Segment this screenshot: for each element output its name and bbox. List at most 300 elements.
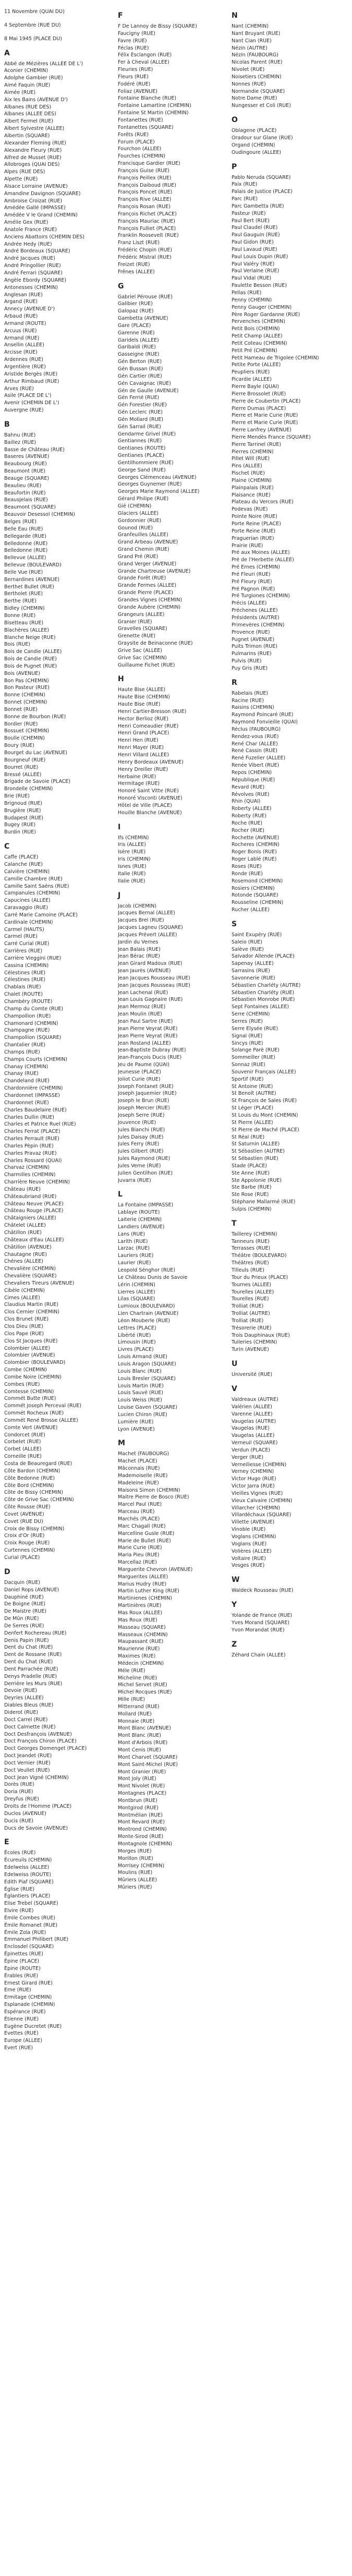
street-section <box>118 11 227 276</box>
street-entry: Combes (RUE) <box>4 1381 40 1387</box>
street-entry: Marcelline Gusle (RUE) <box>118 1530 175 1537</box>
street-entry: Georges Guynemer (RUE) <box>118 481 182 488</box>
street-entry: Arcisse (RUE) <box>4 349 38 356</box>
street-entry: Jacques Lagneu (SQUARE) <box>118 925 183 931</box>
street-entry: Doct Vernier (RUE) <box>4 1760 51 1766</box>
street-entry: F De Lannoy de Bissy (SQUARE) <box>118 23 197 29</box>
section-letter: Z <box>232 1640 237 1649</box>
street-entry: Côte de Grive Sac (CHEMIN) <box>4 1497 74 1503</box>
street-entry: Petit Pré (CHEMIN) <box>232 347 277 354</box>
street-entry: Beausjelais (RUE) <box>4 497 48 503</box>
street-entry: Charrière Neuve (CHEMIN) <box>4 1179 70 1186</box>
street-entry: Bisetteau (RUE) <box>4 620 44 626</box>
street-entry: Charles et Patrice Ruel (RUE) <box>4 1121 76 1128</box>
street-entry: Mont Nivolet (RUE) <box>118 1783 165 1789</box>
street-entry: Dreyfus (RUE) <box>4 1796 39 1803</box>
street-entry: Grande Fermes (ALLEE) <box>118 583 177 589</box>
street-entry: Iris (CHEMIN) <box>118 856 151 863</box>
section-letter: A <box>4 49 10 57</box>
street-entry: Léon Mouberle (RUE) <box>118 1317 171 1324</box>
street-entry: Clos St Jacques (RUE) <box>4 1338 58 1344</box>
street-entry: Pré Ernes (CHEMIN) <box>232 564 280 571</box>
street-entry: Château Neuve (PLACE) <box>4 1201 64 1207</box>
street-entry: Bossuet (CHEMIN) <box>4 728 50 734</box>
street-entry: Nonnes (RUE) <box>232 81 266 87</box>
street-entry: Michel Rocques (RUE) <box>118 1689 172 1696</box>
street-entry: Frédéric Chopin (RUE) <box>118 247 173 253</box>
street-entry: Masseau (SQUARE) <box>118 1624 166 1630</box>
street-entry: Voltaire (RUE) <box>232 1555 266 1562</box>
street-entry: Pierre Brossolet (RUE) <box>232 391 286 397</box>
street-entry: Montagnes (PLACE) <box>118 1791 167 1797</box>
street-entry: François Mauriac (RUE) <box>118 218 175 224</box>
street-entry: Jean Lachenal (RUE) <box>118 989 168 996</box>
street-entry: Ansellin (ALLEE) <box>4 342 44 348</box>
section-letter: W <box>232 1576 240 1585</box>
street-entry: Arbaud (RUE) <box>4 313 38 320</box>
street-entry: Nant Bruyant (RUE) <box>232 30 281 37</box>
street-entry: Voglans (RUE) <box>232 1541 267 1547</box>
street-entry: Jacques Prévert (ALLEE) <box>118 932 177 938</box>
street-entry: Côte Bardon (CHEMIN) <box>4 1468 60 1474</box>
street-entry: Louis Weiss (RUE) <box>118 1397 162 1404</box>
street-entry: Bonne de Bourbon (RUE) <box>4 713 66 720</box>
street-entry: Paul Valéry (RUE) <box>232 261 275 267</box>
street-entry: Rucher (ALLEE) <box>232 907 270 913</box>
street-entry: Trésorerie (RUE) <box>232 1325 272 1331</box>
section-letter: C <box>4 842 10 851</box>
street-entry: Sonnaz (RUE) <box>232 1062 265 1068</box>
street-entry: Basse de Château (RUE) <box>4 446 65 453</box>
street-entry: Oudingoure (ALLEE) <box>232 149 282 155</box>
street-entry: Joseph Jaquemier (RUE) <box>118 1091 177 1097</box>
street-entry: Grand Arbeau (AVENUE) <box>118 539 178 546</box>
street-entry: Louise Gaven (SQUARE) <box>118 1405 178 1411</box>
street-entry: Méle (RUE) <box>118 1667 145 1674</box>
street-entry: Jean Jacques Rousseau (RUE) <box>118 975 190 981</box>
street-entry: Prairie (RUE) <box>232 542 263 549</box>
street-entry: Église (RUE) <box>4 1886 35 1892</box>
street-entry: Jean Rostand (ALLEE) <box>118 1040 171 1046</box>
street-entry: Brignoud (RUE) <box>4 800 42 806</box>
street-entry: Salvador Allende (PLACE) <box>232 953 295 960</box>
street-entry: Bordier (RUE) <box>4 721 38 727</box>
street-entry: Gentilhommiere (RUE) <box>118 459 174 466</box>
street-entry: Charles Perrault (RUE) <box>4 1136 59 1142</box>
street-entry: Favre (RUE) <box>118 38 147 44</box>
street-entry: Beauge (SQUARE) <box>4 475 50 481</box>
street-entry: Combe Noire (CHEMIN) <box>4 1374 62 1380</box>
street-entry: Commét Rocheux (RUE) <box>4 1410 64 1417</box>
street-entry: Pierre Dumas (PLACE) <box>232 405 286 412</box>
street-entry: Henri Cartier-Bresson (RUE) <box>118 708 187 715</box>
street-entry: Jean-Baptiste Dubray (RUE) <box>118 1047 186 1054</box>
street-entry: René Fuzelier (ALLEE) <box>232 755 286 761</box>
street-entry: Vieilles Vignes (RUE) <box>232 1490 283 1496</box>
street-entry: Alsace Lorraine (AVENUE) <box>4 183 68 189</box>
street-entry: Camille Chambre (RUE) <box>4 876 63 882</box>
street-entry: François Richet (PLACE) <box>118 211 177 217</box>
street-entry: Aimée (RUE) <box>4 89 36 95</box>
street-entry: Érables (RUE) <box>4 1973 39 1979</box>
street-entry: Sapenay (ALLEE) <box>232 961 274 967</box>
street-entry: Lilas (SQUARE) <box>118 1296 155 1302</box>
street-entry: Mollard (RUE) <box>118 1711 152 1717</box>
street-entry: Cassina (CHEMIN) <box>4 962 49 969</box>
street-entry: Limousin (RUE) <box>118 1339 156 1346</box>
street-entry: Charles Rossard (QUAI) <box>4 1157 62 1164</box>
street-entry: Dent du Chat (RUE) <box>4 1659 53 1665</box>
street-entry: Libérté (RUE) <box>118 1332 151 1338</box>
street-entry: Côte de Bissy (CHEMIN) <box>4 1490 63 1496</box>
street-entry: Derrière les Murs (RUE) <box>4 1680 63 1687</box>
street-entry: Fontaine St Martin (CHEMIN) <box>118 110 189 116</box>
street-entry: Georges Marie Raymond (ALLEE) <box>118 489 200 495</box>
street-section <box>232 163 341 672</box>
street-entry: Chamonard (CHEMIN) <box>4 1020 58 1026</box>
street-entry: Juvarra (RUE) <box>118 1177 151 1183</box>
street-entry: Bonne (CHEMIN) <box>4 692 45 698</box>
street-entry: Amélie Gex (RUE) <box>4 220 48 226</box>
street-entry: Nungesser et Coli (RUE) <box>232 103 291 109</box>
street-entry: Trolliat (RUE) <box>232 1303 264 1310</box>
street-entry: Plainpalais (RUE) <box>232 485 274 491</box>
street-entry: Mademoiselle (RUE) <box>118 1472 168 1479</box>
street-entry: Bourgneuf (RUE) <box>4 757 46 763</box>
street-entry: Maitre Pierre de Bosco (RUE) <box>118 1494 189 1501</box>
street-entry: Rendez-vous (RUE) <box>232 733 279 740</box>
street-entry: De Mûn (RUE) <box>4 1616 39 1622</box>
street-entry: Deyries (ALLEE) <box>4 1695 44 1701</box>
street-entry: Fourchon (ALLEE) <box>118 146 162 152</box>
street-entry: Lablaye (ROUTE) <box>118 1210 160 1216</box>
street-entry: Petite Porte (ALLEE) <box>232 362 281 368</box>
street-entry: Bois (AVENUE) <box>4 670 40 676</box>
street-entry: François Peillex (RUE) <box>118 175 172 181</box>
section-letter: Y <box>232 1601 237 1610</box>
street-entry: Villarcher (CHEMIN) <box>232 1505 281 1511</box>
street-entry: Bourret (RUE) <box>4 764 39 770</box>
street-entry: Pré de l'Herbette (ALLEE) <box>232 557 294 563</box>
street-entry: Célestines (RUE) <box>4 977 46 983</box>
street-entry: Jean Girard Madoux (RUE) <box>118 961 183 967</box>
street-entry: Jacob (CHEMIN) <box>118 903 157 909</box>
street-entry: Mas Roux (RUE) <box>118 1617 157 1623</box>
street-entry: Franz Liszt (RUE) <box>118 240 160 246</box>
street-entry: Château (RUE) <box>4 1186 41 1192</box>
street-entry: Glaciers (ALLEE) <box>118 510 159 516</box>
street-entry: Émile Romanet (RUE) <box>4 1922 58 1928</box>
street-entry: Hermitage (RUE) <box>118 781 160 787</box>
street-entry: Salève (RUE) <box>232 946 264 952</box>
street-entry: Boulle (CHEMIN) <box>4 735 45 742</box>
street-entry: Charles Pèpin (RUE) <box>4 1143 54 1149</box>
street-entry: Roses (RUE) <box>232 863 262 869</box>
street-entry: Villette (AVENUE) <box>232 1519 275 1526</box>
street-entry: Puy Gris (RUE) <box>232 665 268 671</box>
street-entry: Cimes (ALLEE) <box>4 1295 40 1301</box>
street-entry: Présidents (AUTRE) <box>232 614 280 621</box>
street-entry: Louis Aragon (SQUARE) <box>118 1361 176 1367</box>
street-entry: Médecin (CHEMIN) <box>118 1660 164 1666</box>
street-entry: Waldeck Rousseau (RUE) <box>232 1588 294 1594</box>
street-entry: Doct François Chiron (PLACE) <box>4 1738 77 1745</box>
street-entry: Oblagene (PLACE) <box>232 128 277 134</box>
street-entry: Chardonnière (CHEMIN) <box>4 1085 63 1092</box>
street-entry: Marchés (PLACE) <box>118 1516 160 1522</box>
street-entry: Pierres (CHEMIN) <box>232 449 274 455</box>
street-entry: Joliot Curie (RUE) <box>118 1076 161 1082</box>
street-entry: Machet (FAUBOURG) <box>118 1451 169 1457</box>
street-entry: Lauriers (RUE) <box>118 1253 154 1259</box>
street-entry: Campanules (CHEMIN) <box>4 890 60 897</box>
street-entry: Parc Gambetta (RUE) <box>232 203 284 209</box>
street-entry: Livres (PLACE) <box>118 1347 154 1353</box>
street-entry: Covet (RUE DU) <box>4 1518 43 1525</box>
street-entry: Morrisey (CHEMIN) <box>118 1863 165 1869</box>
street-entry: Marguerite Chevron (AVENUE) <box>118 1566 193 1573</box>
street-entry: Fer à Cheval (ALLEE) <box>118 59 169 66</box>
street-entry: Aimé Faquin (RUE) <box>4 82 51 89</box>
street-entry: Bressé (ALLEE) <box>4 771 42 778</box>
street-entry: Charles Pravaz (RUE) <box>4 1150 57 1156</box>
street-entry: Lans (RUE) <box>118 1231 145 1237</box>
street-entry: Carrière Vieggini (RUE) <box>4 955 62 961</box>
street-entry: Belledonne (RUE) <box>4 548 48 554</box>
street-entry: Belledonne (RUE) <box>4 540 48 547</box>
street-entry: Comtesse (CHEMIN) <box>4 1388 54 1395</box>
street-entry: Sébastien Monrobe (RUE) <box>232 997 295 1003</box>
street-entry: André Jacques (RUE) <box>4 256 55 262</box>
street-entry: Doria (RUE) <box>4 1789 33 1795</box>
street-entry: Blachères (ALLEE) <box>4 627 50 633</box>
street-entry: Gérard Philipe (RUE) <box>118 496 169 502</box>
section-letter: M <box>118 1439 125 1448</box>
street-entry: Colombier (ALLEE) <box>4 1345 51 1351</box>
street-entry: Nant (CHEMIN) <box>232 23 269 29</box>
street-entry: Bon Pas (CHEMIN) <box>4 678 49 684</box>
street-entry: Morges (RUE) <box>118 1848 152 1854</box>
street-entry: Haute Bise (ALLEE) <box>118 687 166 693</box>
street-entry: Isnes (RUE) <box>118 863 147 869</box>
street-entry: Théâtre (BOULEVARD) <box>232 1253 287 1259</box>
section-letter: B <box>4 420 10 429</box>
street-entry: Château Rouge (PLACE) <box>4 1208 64 1214</box>
street-entry: Dacquin (RUE) <box>4 1579 41 1586</box>
street-entry: Haute Bise (CHEMIN) <box>118 694 170 700</box>
street-entry: Forêts (RUE) <box>118 131 149 138</box>
street-entry: Mille (RUE) <box>118 1697 145 1703</box>
street-entry: Gén Sarrail (RUE) <box>118 424 161 430</box>
street-entry: Gentianes (PLACE) <box>118 453 164 459</box>
street-entry: Fodéré (RUE) <box>118 81 151 87</box>
street-entry: Condorcet (RUE) <box>4 1432 45 1438</box>
street-entry: Pointe Noire (RUE) <box>232 514 277 520</box>
street-entry: Jean Pierre Veyrat (RUE) <box>118 1033 178 1039</box>
street-entry: Pierre Lanfrey (AVENUE) <box>232 427 292 433</box>
street-entry: Verneiliesse (CHEMIN) <box>232 1461 287 1468</box>
street-entry: Fleurs (RUE) <box>118 74 149 80</box>
street-section <box>118 823 227 885</box>
street-entry: Carrières (RUE) <box>4 948 43 954</box>
street-entry: Larzac (RUE) <box>118 1245 150 1252</box>
street-entry: Saleio (RUE) <box>232 939 262 945</box>
street-entry: Gentianes (ROUTE) <box>118 445 166 452</box>
street-entry: Joseph Mercier (RUE) <box>118 1105 170 1111</box>
street-entry: Albanes (RUE DES) <box>4 104 52 110</box>
street-entry: Joseph le Brun (RUE) <box>118 1098 169 1104</box>
street-entry: Paulette Besson (RUE) <box>232 283 287 289</box>
street-entry: Châtillon (AVENUE) <box>4 1244 52 1250</box>
street-entry: Alpette (RUE) <box>4 176 38 183</box>
street-entry: Chardonnet (RUE) <box>4 1099 49 1106</box>
street-entry: Organd (CHEMIN) <box>232 142 275 148</box>
street-entry: Gén Forestier (RUE) <box>118 402 167 408</box>
street-entry: Henri Villard (ALLEE) <box>118 752 169 758</box>
street-entry: Capucines (ALLEE) <box>4 898 51 904</box>
street-entry: Alexandre Fleury (RUE) <box>4 147 62 153</box>
street-entry: Arcuus (RUE) <box>4 328 37 334</box>
street-entry: Paul Louis Dupin (RUE) <box>232 253 288 260</box>
street-entry: Vinoble (RUE) <box>232 1527 266 1533</box>
street-entry: Bonnet (RUE) <box>4 706 38 712</box>
street-entry: Annecy (AVENUE D') <box>4 306 55 312</box>
street-entry: Père Roger Gardanne (RUE) <box>232 311 300 318</box>
street-entry: Écoles (RUE) <box>4 1850 36 1856</box>
street-entry: Carmel (RUE) <box>4 934 38 940</box>
street-entry: Marceau (RUE) <box>118 1509 155 1515</box>
street-entry: Colombier (AVENUE) <box>4 1352 55 1359</box>
street-entry: Montmélian (RUE) <box>118 1812 163 1818</box>
street-entry: Jean Mermoz (RUE) <box>118 1004 166 1010</box>
street-entry: Rosiers (CHEMIN) <box>232 885 275 891</box>
section-letter: D <box>4 1567 10 1576</box>
street-entry: Belle Vue (RUE) <box>4 569 43 575</box>
street-entry: Mont Joly (RUE) <box>118 1776 156 1782</box>
street-entry: Maurienne (RUE) <box>118 1646 160 1652</box>
street-entry: Aconier (CHEMIN) <box>4 68 48 74</box>
street-entry: Calvière (CHEMIN) <box>4 868 50 875</box>
street-entry: Rabelais (RUE) <box>232 690 269 696</box>
street-entry: Diables Bleus (RUE) <box>4 1702 54 1709</box>
street-entry: Paul Verlaine (RUE) <box>232 268 280 274</box>
street-entry: Beaulieu (RUE) <box>4 482 42 489</box>
street-entry: Gordonnier (RUE) <box>118 517 162 524</box>
street-entry: Notre Dame (RUE) <box>232 95 277 102</box>
street-entry: Lumioux (BOULEVARD) <box>118 1303 175 1310</box>
street-entry: Ambroise Croizat (RUE) <box>4 198 63 204</box>
street-entry: Paul Lavaud (RUE) <box>232 246 277 252</box>
street-entry: Montagnole (CHEMIN) <box>118 1841 173 1847</box>
street-entry: St Saturnin (ALLEE) <box>232 1141 280 1147</box>
street-entry: Allobroges (QUAI DES) <box>4 162 60 168</box>
street-entry: Costa de Beauregard (RUE) <box>4 1461 72 1467</box>
street-entry: Granfeuilles (ALLEE) <box>118 532 168 538</box>
street-entry: St Léger (PLACE) <box>232 1105 274 1111</box>
column-2 <box>118 8 227 1897</box>
street-entry: René Char (ALLEE) <box>232 741 278 747</box>
street-section <box>118 675 227 816</box>
street-entry: Vieux Calvaire (CHEMIN) <box>232 1497 293 1504</box>
street-entry: Jacques Bernal (ALLEE) <box>118 910 175 916</box>
street-entry: Émile Zola (RUE) <box>4 1929 46 1936</box>
street-entry: Trois Dauphinaux (RUE) <box>232 1332 290 1338</box>
street-entry: Joseph Serre (RUE) <box>118 1112 165 1118</box>
street-entry: Mûriers (ALLEE) <box>118 1877 157 1883</box>
street-entry: Verneuil (SQUARE) <box>232 1440 278 1446</box>
street-entry: Jean Paul Sartre (RUE) <box>118 1019 173 1024</box>
street-entry: Commét Joseph Perceval (RUE) <box>4 1403 82 1409</box>
street-entry: Louis Sauvé (RUE) <box>118 1390 163 1396</box>
street-entry: Gasseigne (RUE) <box>118 352 160 358</box>
street-entry: Pré aux Moines (ALLEE) <box>232 550 290 556</box>
street-entry: Précis (ALLEE) <box>232 600 267 607</box>
street-entry: Graysite de Beinaconne (RUE) <box>118 640 193 647</box>
street-entry: Jeu de Paume (QUAI) <box>118 1062 169 1068</box>
street-entry: Alfred de Musset (RUE) <box>4 154 62 161</box>
street-entry: Gendarme Grivel (RUE) <box>118 431 176 437</box>
street-entry: Herbaine (RUE) <box>118 773 156 780</box>
street-entry: Fourches (CHEMIN) <box>118 153 166 160</box>
street-entry: Puits Trimon (RUE) <box>232 644 277 650</box>
street-entry: Esplanade (CHEMIN) <box>4 2002 55 2008</box>
street-entry: Étienne (RUE) <box>4 2016 39 2022</box>
street-entry: Michel Servet (RUE) <box>118 1682 167 1688</box>
street-entry: Emmanuel Philibert (RUE) <box>4 1937 69 1943</box>
street-entry: Tourelles (RUE) <box>232 1296 269 1302</box>
street-entry: Petit Bois (CHEMIN) <box>232 326 280 332</box>
street-entry: Vaugelas (AUTRE) <box>232 1418 276 1424</box>
street-entry: Fontanettes (RUE) <box>118 117 163 123</box>
street-entry: Grand Pré (RUE) <box>118 553 159 560</box>
street-entry: Chardonnet (IMPASSE) <box>4 1092 60 1098</box>
street-entry: Granier (RUE) <box>118 619 152 625</box>
street-entry: Victor Jarra (RUE) <box>232 1483 275 1490</box>
street-entry: Camille Saint Saëns (RUE) <box>4 883 69 889</box>
street-entry: Bonnet (CHEMIN) <box>4 699 47 706</box>
street-entry: Belle Eau (RUE) <box>4 526 43 532</box>
street-entry: Rhin (QUAI) <box>232 799 261 805</box>
street-entry: Lien Chartrain (AVENUE) <box>118 1311 179 1317</box>
street-entry: Mont Granier (RUE) <box>118 1769 166 1775</box>
street-entry: Université (RUE) <box>232 1372 273 1378</box>
street-entry: Daniel Rops (AVENUE) <box>4 1587 59 1593</box>
street-entry: Garidels (ALLEE) <box>118 337 159 343</box>
section-letter: H <box>118 675 124 684</box>
street-entry: Mont d'Arbois (RUE) <box>118 1740 168 1746</box>
street-entry: Brigade de Savoie (PLACE) <box>4 779 71 785</box>
street-entry: Picardie (ALLEE) <box>232 377 272 383</box>
street-entry: Gié (CHEMIN) <box>118 503 152 509</box>
street-entry: Bahnu (RUE) <box>4 432 36 438</box>
street-entry: Roberty (ALLEE) <box>232 806 272 812</box>
street-entry: Champollion (SQUARE) <box>4 1035 62 1041</box>
street-entry: Elvire (RUE) <box>4 1908 34 1914</box>
street-entry: Volières (ALLEE) <box>232 1548 272 1554</box>
street-section <box>232 1219 341 1353</box>
street-entry: Voglans (CHEMIN) <box>232 1534 276 1540</box>
street-entry: Elise Trebel (SQUARE) <box>4 1901 58 1907</box>
street-entry: Bidley (CHEMIN) <box>4 606 45 612</box>
street-entry: Beauvoir Desessol (CHEMIN) <box>4 512 75 518</box>
street-entry: Grive Sac (ALLEE) <box>118 647 162 654</box>
street-entry: Serre Elysée (RUE) <box>232 1025 278 1032</box>
street-entry: Pierre Bayle (QUAI) <box>232 383 279 390</box>
street-entry: Caravaggio (RUE) <box>4 905 48 911</box>
street-entry: Henri Grand (PLACE) <box>118 730 169 736</box>
street-section <box>232 679 341 914</box>
street-entry: Denis Papin (RUE) <box>4 1637 49 1643</box>
